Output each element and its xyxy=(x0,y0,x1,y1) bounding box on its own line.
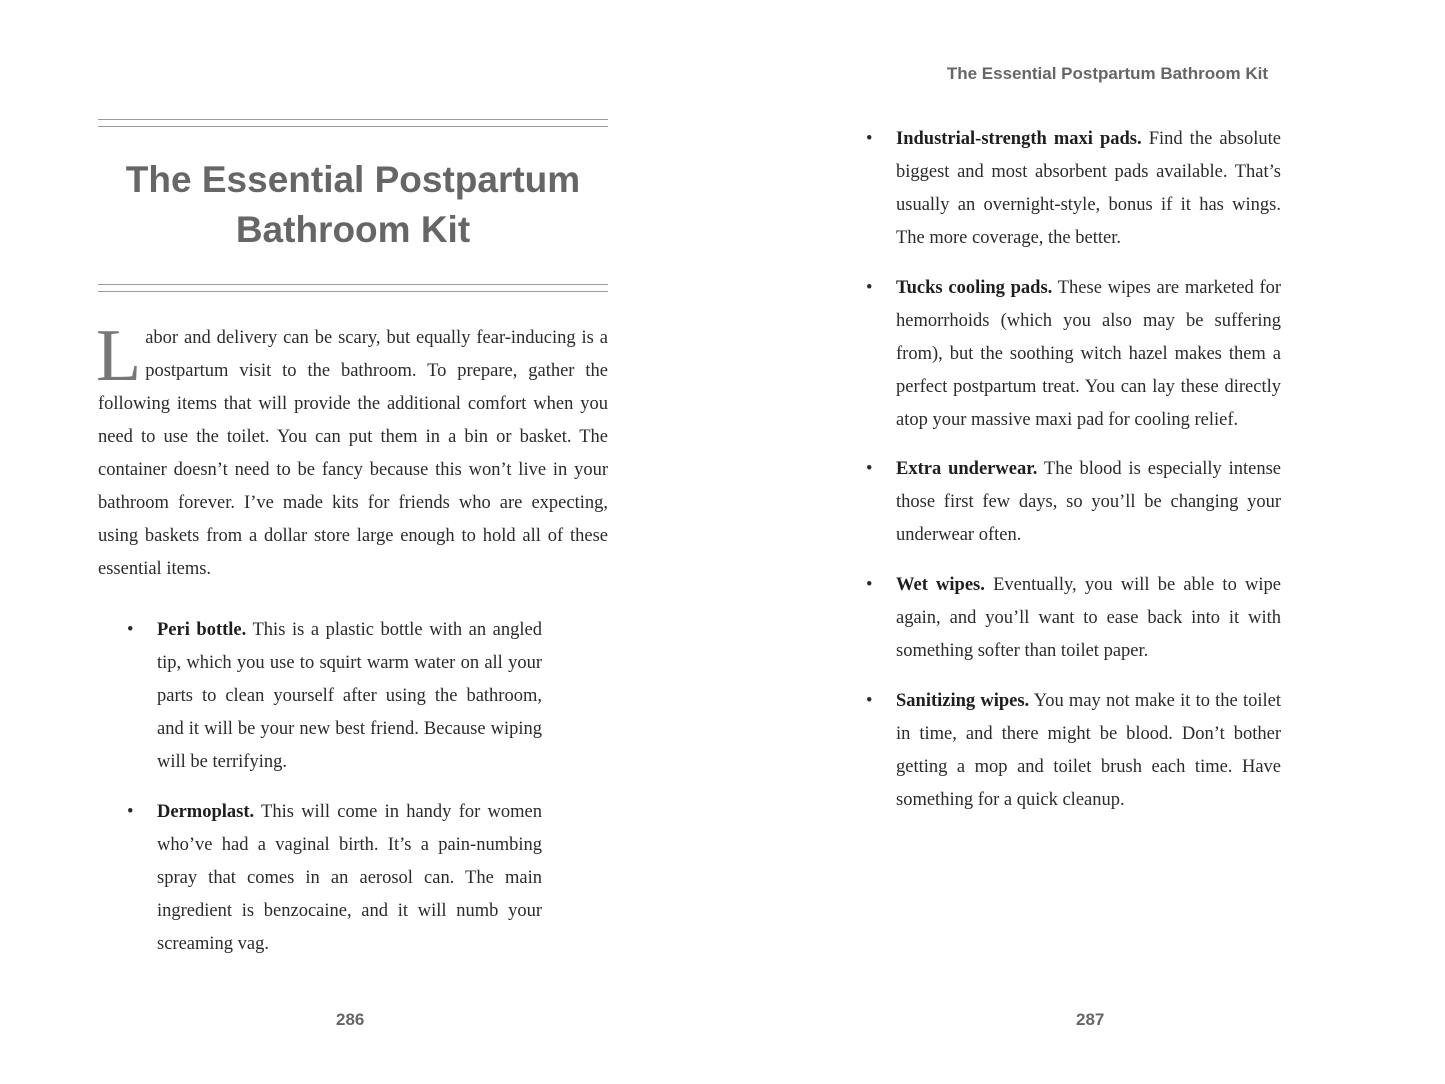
running-head: The Essential Postpartum Bathroom Kit xyxy=(946,64,1268,83)
page-number: 287 xyxy=(1076,1010,1105,1029)
item-text: Eventually, you will be able to wipe again, and you’ll want to ease back into it with something softer than toilet paper. xyxy=(896,575,1281,661)
item-term: Peri bottle. xyxy=(157,620,247,640)
bullet-icon: • xyxy=(127,620,134,640)
chapter-title-line2: Bathroom Kit xyxy=(235,209,471,250)
item-text: These wipes are marketed for hemorrhoids (which you also may be suffering from), but the soothing witch hazel makes them a perfect postpartum treat. You can lay these directly atop your massive maxi pad for cooling relief. xyxy=(896,278,1282,430)
bullet-icon: • xyxy=(866,691,873,711)
list-item-tucks-pads xyxy=(866,272,1282,437)
intro-paragraph xyxy=(96,315,608,586)
title-bottom-rule xyxy=(98,284,608,293)
list-item-wet-wipes xyxy=(866,569,1281,668)
item-term: Sanitizing wipes. xyxy=(896,691,1030,711)
chapter-title-line1: The Essential Postpartum xyxy=(125,159,581,200)
item-text: Find the absolute biggest and most absorbent pads available. That’s usually an overnight-style, bonus if it has wings. The more coverage, the better. xyxy=(896,129,1282,248)
bullet-icon: • xyxy=(127,802,134,822)
list-item-sanitizing-wipes xyxy=(866,685,1281,817)
list-item-extra-underwear xyxy=(866,453,1281,552)
item-term: Extra underwear. xyxy=(896,459,1038,479)
intro-text: abor and delivery can be scary, but equally fear-inducing is a postpartum visit to the bathroom. To prepare, gather the following items that will provide the additional comfort when you need to use the toilet. You can put them in a bin or basket. The container doesn’t need to be fancy because this won’t live in your bathroom forever. I’ve made kits for friends who are expecting, using baskets from a dollar store large enough to hold all of these essential items. xyxy=(98,328,608,579)
left-page xyxy=(0,0,722,1084)
bullet-icon: • xyxy=(866,575,873,595)
bullet-icon: • xyxy=(866,129,873,149)
bullet-icon: • xyxy=(866,278,873,298)
drop-cap: L xyxy=(96,315,142,397)
right-page xyxy=(722,0,1445,1084)
list-item-maxi-pads xyxy=(866,123,1282,255)
item-text: This will come in handy for women who’ve had a vaginal birth. It’s a pain-numbing spray that comes in an aerosol can. The main ingredient is benzocaine, and it will numb your screaming vag. xyxy=(157,802,542,954)
bullet-icon: • xyxy=(866,459,873,479)
title-top-rule xyxy=(98,119,608,128)
item-term: Wet wipes. xyxy=(896,575,985,595)
chapter-title xyxy=(98,155,608,255)
list-item-peri-bottle xyxy=(127,614,542,779)
item-term: Tucks cooling pads. xyxy=(896,278,1053,298)
item-term: Industrial-strength maxi pads. xyxy=(896,129,1142,149)
item-term: Dermoplast. xyxy=(157,802,255,822)
item-text: The blood is especially intense those first few days, so you’ll be changing your underwear often. xyxy=(896,459,1281,545)
page-number: 286 xyxy=(336,1010,365,1029)
item-text: You may not make it to the toilet in time, and there might be blood. Don’t bother getting a mop and toilet brush each time. Have something for a quick cleanup. xyxy=(896,691,1281,810)
list-item-dermoplast xyxy=(127,796,542,961)
item-text: This is a plastic bottle with an angled tip, which you use to squirt warm water on all your parts to clean yourself after using the bathroom, and it will be your new best friend. Because wiping will be terrifying. xyxy=(157,620,542,772)
